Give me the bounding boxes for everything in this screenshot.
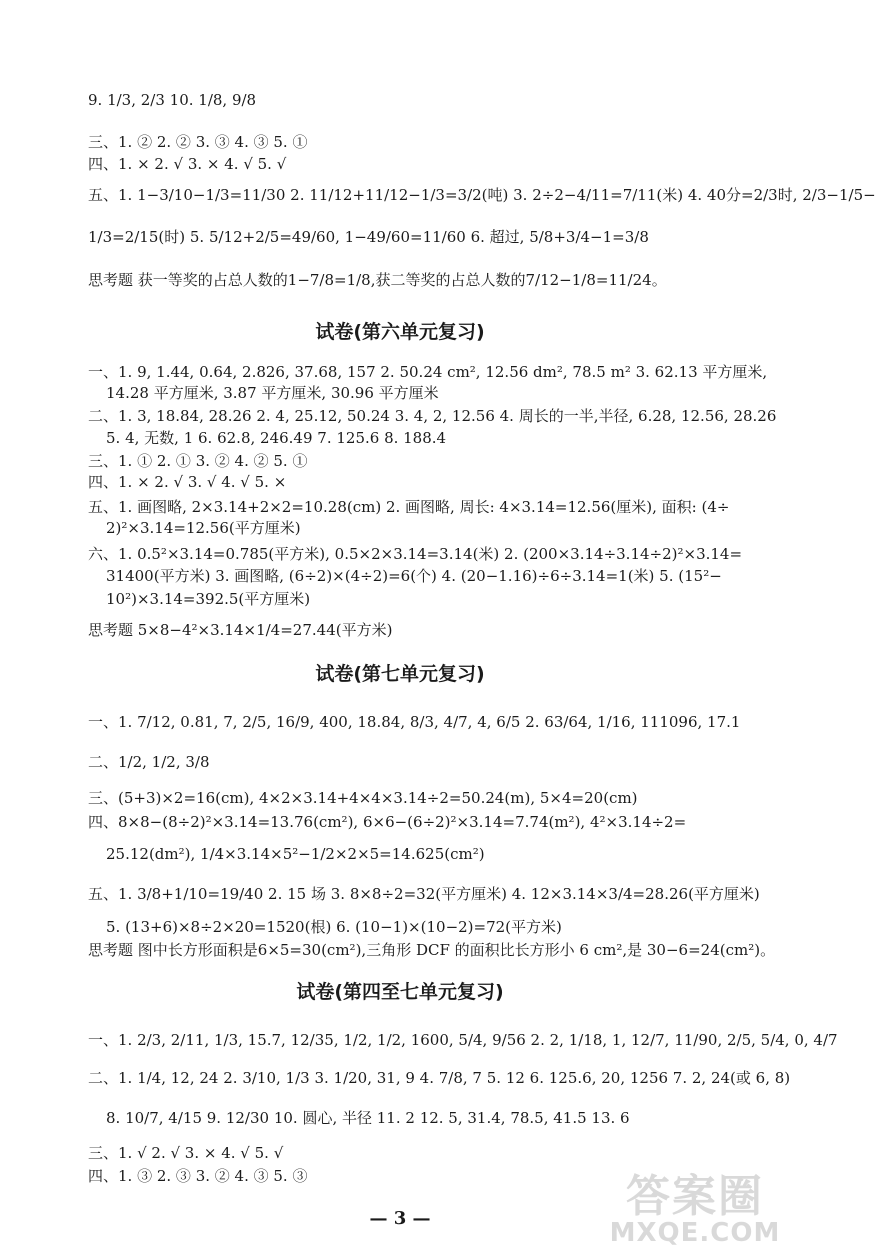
answer-line: 1/3=2/15(时) 5. 5/12+2/5=49/60, 1−49/60=11/60 6. 超过, 5/8+3/4−1=3/8 <box>88 228 649 246</box>
answer-line: 五、1. 3/8+1/10=19/40 2. 15 场 3. 8×8÷2=32(平方厘米) 4. 12×3.14×3/4=28.26(平方厘米) <box>88 885 760 903</box>
answer-line: 二、1/2, 1/2, 3/8 <box>88 753 210 771</box>
answer-line: 六、1. 0.5²×3.14=0.785(平方米), 0.5×2×3.14=3.14(米) 2. (200×3.14÷3.14÷2)²×3.14= <box>88 545 743 563</box>
answer-line: 四、1. ③ 2. ③ 3. ② 4. ③ 5. ③ <box>88 1167 308 1185</box>
answer-line: 14.28 平方厘米, 3.87 平方厘米, 30.96 平方厘米 <box>106 384 439 402</box>
thinking-question: 思考题 获一等奖的占总人数的1−7/8=1/8,获二等奖的占总人数的7/12−1/8=11/24。 <box>88 271 667 289</box>
answer-line: 三、(5+3)×2=16(cm), 4×2×3.14+4×4×3.14÷2=50.24(m), 5×4=20(cm) <box>88 789 638 807</box>
answer-line: 一、1. 2/3, 2/11, 1/3, 15.7, 12/35, 1/2, 1/2, 1600, 5/4, 9/56 2. 2, 1/18, 1, 12/7, 11/90, 2/5, 5/4, 0, 4/7 <box>88 1031 838 1049</box>
section-title: 试卷(第四至七单元复习) <box>296 981 504 1003</box>
thinking-question: 思考题 5×8−4²×3.14×1/4=27.44(平方米) <box>88 621 393 639</box>
answer-line: 四、8×8−(8÷2)²×3.14=13.76(cm²), 6×6−(6÷2)²×3.14=7.74(m²), 4²×3.14÷2= <box>88 813 687 831</box>
answer-line: 2)²×3.14=12.56(平方厘米) <box>106 519 301 537</box>
answer-line: 31400(平方米) 3. 画图略, (6÷2)×(4÷2)=6(个) 4. (20−1.16)÷6÷3.14=1(米) 5. (15²− <box>106 567 722 585</box>
answer-line: 10²)×3.14=392.5(平方厘米) <box>106 590 311 608</box>
answer-line: 25.12(dm²), 1/4×3.14×5²−1/2×2×5=14.625(cm²) <box>106 845 485 863</box>
answer-line: 三、1. ② 2. ② 3. ③ 4. ③ 5. ① <box>88 133 308 151</box>
answer-line: 三、1. √ 2. √ 3. × 4. √ 5. √ <box>88 1144 284 1162</box>
answer-line: 四、1. × 2. √ 3. √ 4. √ 5. × <box>88 473 287 491</box>
thinking-question: 思考题 图中长方形面积是6×5=30(cm²),三角形 DCF 的面积比长方形小 6 cm²,是 30−6=24(cm²)。 <box>88 941 776 959</box>
answer-line: 二、1. 3, 18.84, 28.26 2. 4, 25.12, 50.24 3. 4, 2, 12.56 4. 周长的一半,半径, 6.28, 12.56, 28.26 <box>88 407 777 425</box>
section-title: 试卷(第七单元复习) <box>315 663 485 685</box>
watermark-logo <box>600 1160 790 1252</box>
answer-line: 8. 10/7, 4/15 9. 12/30 10. 圆心, 半径 11. 2 12. 5, 31.4, 78.5, 41.5 13. 6 <box>106 1109 630 1127</box>
answer-line: 5. (13+6)×8÷2×20=1520(根) 6. (10−1)×(10−2)=72(平方米) <box>106 918 562 936</box>
answer-line: 一、1. 9, 1.44, 0.64, 2.826, 37.68, 157 2. 50.24 cm², 12.56 dm², 78.5 m² 3. 62.13 平方厘米, <box>88 363 768 381</box>
answer-line: 二、1. 1/4, 12, 24 2. 3/10, 1/3 3. 1/20, 31, 9 4. 7/8, 7 5. 12 6. 125.6, 20, 1256 7. 2, 24(或 6, 8) <box>88 1069 791 1087</box>
answer-line: 一、1. 7/12, 0.81, 7, 2/5, 16/9, 400, 18.84, 8/3, 4/7, 4, 6/5 2. 63/64, 1/16, 111096, 17.1 <box>88 713 741 731</box>
section-title: 试卷(第六单元复习) <box>315 321 485 343</box>
answer-line: 三、1. ① 2. ① 3. ② 4. ② 5. ① <box>88 452 308 470</box>
page-number: — 3 — <box>369 1208 431 1229</box>
watermark-text: 答案圈 <box>626 1171 764 1222</box>
answer-line: 五、1. 1−3/10−1/3=11/30 2. 11/12+11/12−1/3=3/2(吨) 3. 2÷2−4/11=7/11(米) 4. 40分=2/3时, 2/3−1/5− <box>88 186 876 204</box>
answer-line: 五、1. 画图略, 2×3.14+2×2=10.28(cm) 2. 画图略, 周长: 4×3.14=12.56(厘米), 面积: (4÷ <box>88 498 730 516</box>
watermark-url: MXQE.COM <box>609 1218 781 1248</box>
answer-line: 5. 4, 无数, 1 6. 62.8, 246.49 7. 125.6 8. 188.4 <box>106 429 447 447</box>
answer-line: 9. 1/3, 2/3 10. 1/8, 9/8 <box>88 91 257 109</box>
answer-line: 四、1. × 2. √ 3. × 4. √ 5. √ <box>88 155 287 173</box>
